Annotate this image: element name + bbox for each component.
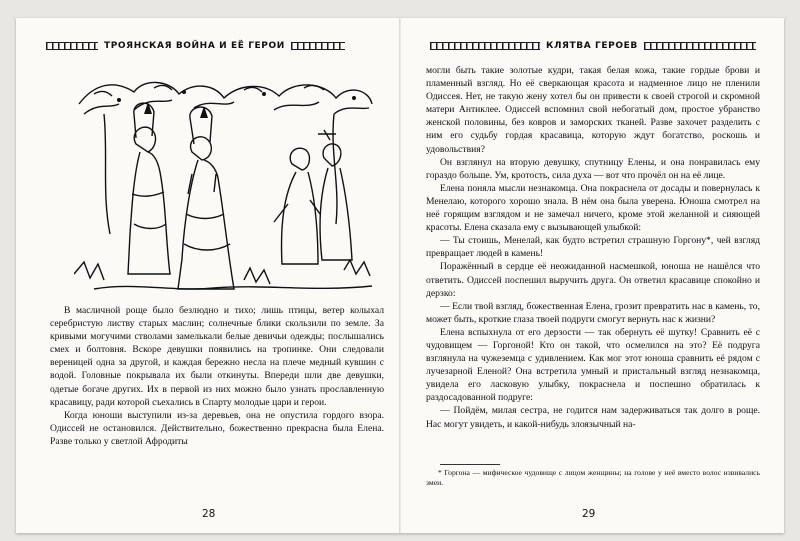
right-page-number: 29	[582, 508, 596, 520]
paragraph: В масличной роще было безлюдно и тихо; лишь птицы, ветер колыхал серебристую листву старых маслин; солнечные блики скользили по земле. За кривыми могучими стволами замелькали белые девичьи одежды; послышались смех и болтовня. Вскоре девушки появились на тропинке. Они следовали вереницей одна за другой, и каждая бережно несла на плече медный кувшин с водой. Головные покрывала их были откинуты. Впереди шли две девушки, одетые богаче других. Их в первой из них можно было узнать прославленную красавицу, ради которой съехались в Спарту молодые цари и герои.	[50, 305, 384, 408]
paragraph: — Пойдём, милая сестра, не годится нам задерживаться так долго в роще. Нас могут увидеть, и какой-нибудь злоязычный на-	[426, 405, 760, 430]
footnote: * Горгона — мифическое чудовище с лицом женщины; на голове у неё вместо волос извивались змеи.	[426, 468, 760, 487]
gutter	[399, 18, 401, 533]
left-running-head	[46, 40, 345, 52]
right-running-head-text: КЛЯТВА ГЕРОЕВ	[546, 41, 638, 51]
left-page-text	[50, 304, 384, 448]
footnote-rule	[440, 464, 500, 465]
paragraph: Елена вспыхнула от его дерзости — так обернуть её шутку! Сравнить её с чудовищем — Горгоной! Кто он такой, что осмелился на это? Её подруга взглянула на чужеземца с удивлением. Как мог этот юноша сравнить её рядом с лучезарной Еленой? Она встретила умный и пристальный взгляд незнакомца, увидела его ласковую улыбку, покраснела и поспешно обратилась к раздосадованной подруге:	[426, 326, 760, 404]
paragraph: Поражённый в сердце её неожиданной насмешкой, юноша не нашёлся что ответить. Одиссей поспешил выручить друга. Он ответил красавице спокойно и дерзко:	[426, 261, 760, 299]
paragraph: Елена поняла мысли незнакомца. Она покраснела от досады и повернулась к Менелаю, которого хорошо знала. В нём она была уверена. Юноша смотрел на неё горящим взглядом и не замечал ничего, кроме этой желанной и сияющей красоты. Елена сказала ему с вызывающей улыбкой:	[426, 182, 760, 234]
meander-ornament	[291, 42, 345, 50]
paragraph: — Если твой взгляд, божественная Елена, грозит превратить нас в камень, то, может быть, кроткие глаза твоей подруги смогут вернуть нас к жизни?	[426, 300, 760, 325]
book-spread	[16, 18, 784, 533]
paragraph: — Ты стоишь, Менелай, как будто встретил страшную Горгону*, чей взгляд превращает людей в камень!	[426, 235, 760, 260]
illustration-maidens-with-jugs	[74, 74, 374, 294]
paragraph: Когда юноши выступили из-за деревьев, она не опустила гордого взора. Одиссей не остановился. Действительно, божественно прекрасна была Елена. Разве только у светлой Афродиты	[50, 409, 384, 447]
left-running-head-text: ТРОЯНСКАЯ ВОЙНА И ЕЁ ГЕРОИ	[104, 41, 285, 51]
paragraph: Он взглянул на вторую девушку, спутницу Елены, и она понравилась ему гораздо больше. Ум, кротость, сила духа — вот что прочёл он на её лице.	[426, 156, 760, 181]
meander-ornament	[430, 42, 540, 50]
right-page-text	[426, 64, 760, 431]
meander-ornament	[644, 42, 756, 50]
meander-ornament	[46, 42, 98, 50]
right-running-head	[430, 40, 756, 52]
left-page-number: 28	[202, 508, 216, 520]
paragraph: могли быть такие золотые кудри, такая белая кожа, такие гордые брови и пламенный взгляд. Но её сверкающая красота и надменное лицо не пленили Одиссея. Нет, не такую жену хотел бы он привести к своей строгой и скромной матери Антиклее. Одиссей вспомнил свой небогатый дом, простое убранство женской половины, без ковров и заморских тканей. Разве захочет разделить с ним его судьбу гордая красавица, которую ждут богатство, роскошь и удовольствия?	[426, 65, 760, 155]
